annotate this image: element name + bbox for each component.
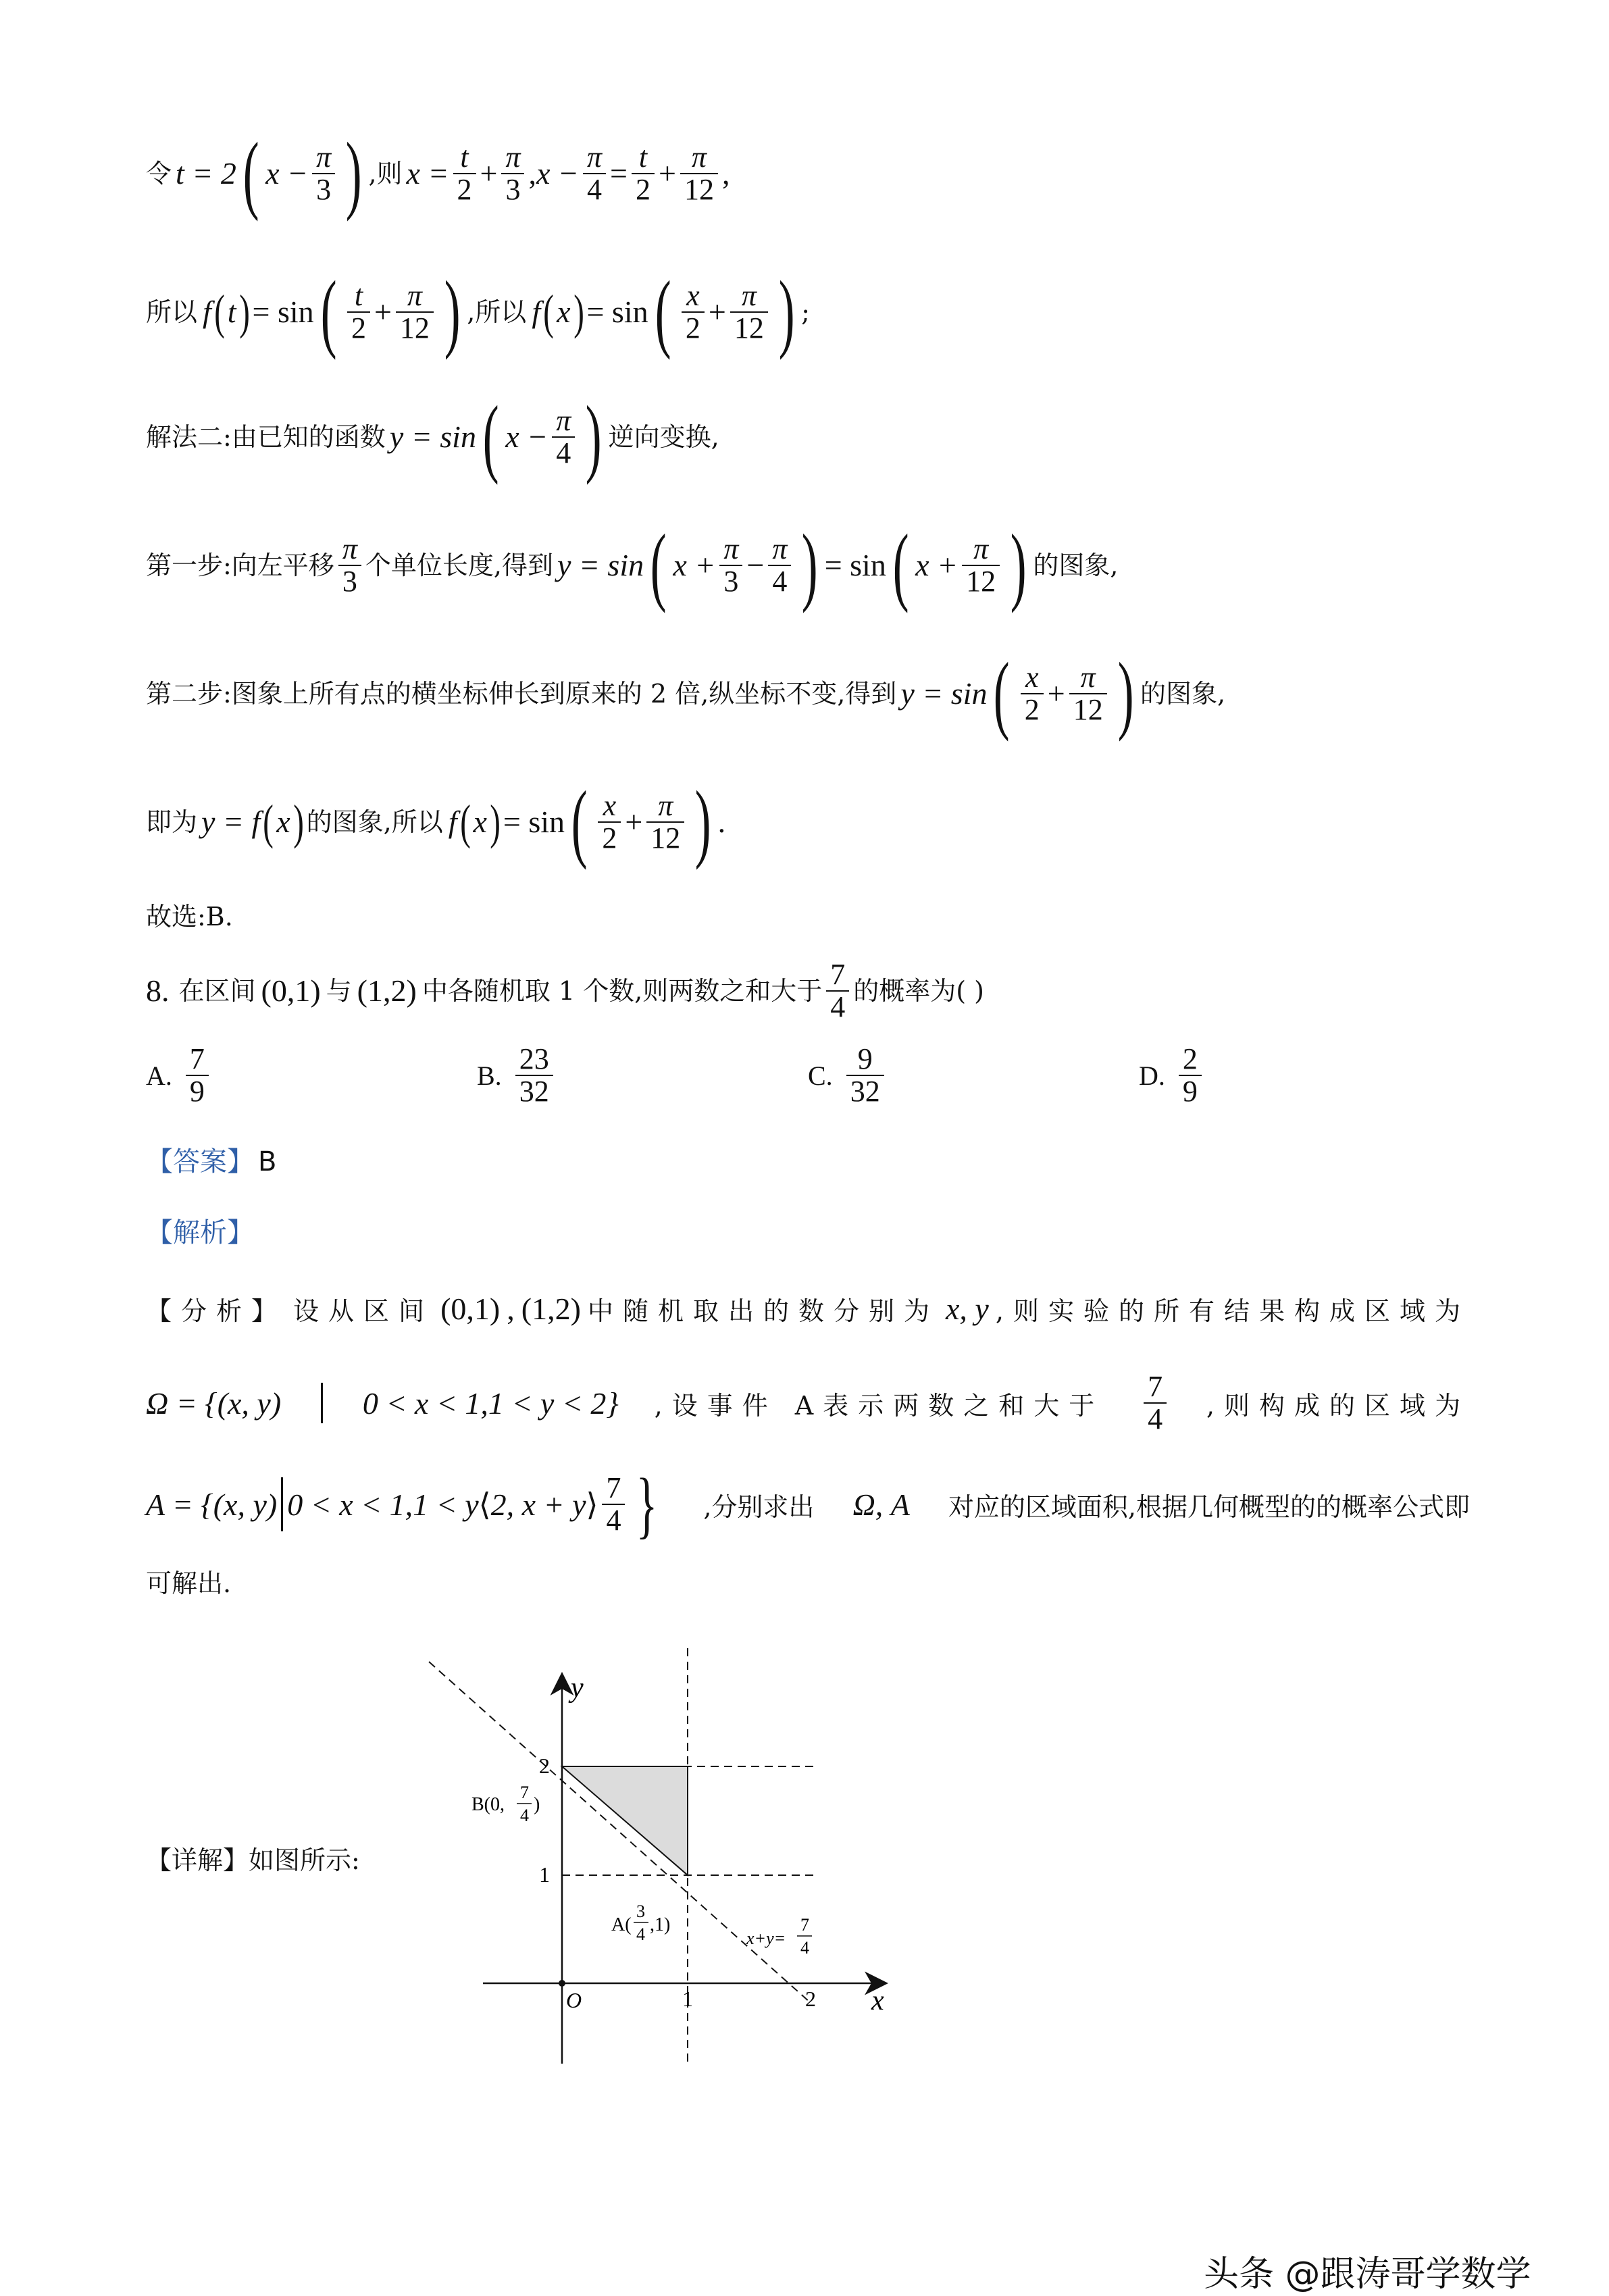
tick-y1: 1: [539, 1862, 550, 1887]
paren: (: [213, 285, 225, 339]
line4-y-eq-sin: y = sin: [557, 548, 644, 582]
choice-b-label: B.: [477, 1060, 502, 1091]
point-b-close: ): [534, 1794, 540, 1815]
line2-eq-sin: = sin: [252, 295, 314, 329]
line1-prefix: 令: [146, 159, 172, 188]
line2-so2: ,所以: [467, 297, 527, 327]
line6-f: f: [448, 805, 457, 839]
line-eq-num: 7: [800, 1915, 809, 1935]
analysis-l4: 可解出.: [146, 1568, 232, 1598]
analysis-line-1: [146, 1290, 1470, 1327]
analysis-int1: (0,1): [440, 1292, 501, 1326]
frac-pi-12: $\frac{\pi}{12}$: [396, 280, 434, 344]
step-two-line: [146, 645, 1226, 742]
line1-then: ,则: [368, 159, 403, 188]
analysis-l3b: ,分别求出: [703, 1491, 815, 1522]
choice-c-label: C.: [808, 1060, 833, 1091]
q8-interval1: (0,1): [261, 973, 321, 1009]
plus-sign: +: [708, 295, 726, 329]
equals-sign: =: [610, 156, 628, 190]
analysis-line-4: [146, 1568, 232, 1598]
analysis-line-3: [146, 1463, 1470, 1546]
analysis-a-set: [146, 1463, 665, 1546]
line4-eq-sin: = sin: [824, 548, 886, 582]
choice-a-label: A.: [146, 1060, 172, 1091]
analysis-l1a: 设从区间: [293, 1296, 434, 1326]
frac-pi-4: $\frac{\pi}{4}$: [768, 534, 791, 597]
line6-x-b: x: [473, 805, 487, 839]
analysis-omega-cond: 0 < x < 1,1 < y < 2}: [362, 1385, 619, 1421]
paren: ): [573, 285, 584, 339]
frac-pi-12: $\frac{\pi}{12}$: [962, 534, 1000, 597]
paren: (: [320, 263, 337, 361]
frac-x-2: $\frac{x}{2}$: [1021, 662, 1044, 725]
q8-text4: 的概率为( ): [853, 976, 984, 1006]
line3-x-minus: x −: [505, 419, 548, 454]
region-diagram: [405, 1648, 919, 2067]
choice-d-frac: $\frac{2}{9}$: [1179, 1044, 1202, 1107]
frac-pi-3: $\frac{\pi}{3}$: [312, 142, 335, 205]
dashed-line-x-plus-y: [429, 1662, 811, 2003]
plus-sign: +: [625, 805, 643, 839]
line4-after-frac: 个单位长度,得到: [365, 551, 553, 580]
analysis-a-cond2: 2, x + y: [490, 1487, 586, 1522]
line5-end: 的图象,: [1140, 679, 1226, 709]
paren: (: [263, 795, 274, 849]
paren: ): [802, 517, 818, 614]
line3-y-eq-sin: y = sin: [389, 419, 476, 454]
analysis-int2: (1,2): [521, 1292, 581, 1326]
vertical-bar: [281, 1477, 283, 1531]
frac-pi-12: $\frac{\pi}{12}$: [646, 790, 684, 854]
frac-pi-3: $\frac{\pi}{3}$: [338, 534, 361, 597]
line7-text: 故选:B.: [146, 902, 233, 932]
line4-x-plus: x +: [673, 548, 716, 582]
choice-b-frac: $\frac{23}{32}$: [515, 1044, 553, 1107]
q8-interval2: (1,2): [357, 973, 417, 1009]
paren: ): [292, 795, 304, 849]
frac-pi-12: $\frac{\pi}{12}$: [1069, 662, 1107, 725]
line6-mid: 的图象,所以: [306, 807, 443, 837]
paren: (: [571, 773, 588, 871]
answer-line: [146, 1148, 276, 1175]
line3-text: 解法二:由已知的函数: [146, 422, 386, 452]
q8-frac: $\frac{7}{4}$: [826, 959, 849, 1023]
line-eq-den: 4: [800, 1938, 809, 1958]
line1-x-eq: x =: [406, 156, 449, 190]
frac-x-2: $\frac{x}{2}$: [598, 790, 621, 854]
analysis-a-def: A = {(x, y): [146, 1487, 278, 1522]
line6-y-eq-f: y = f: [201, 805, 261, 839]
paren: ): [238, 285, 250, 339]
line2-so: 所以: [146, 297, 198, 327]
frac-pi-12: $\frac{\pi}{12}$: [730, 280, 768, 344]
analysis-a-cond: 0 < x < 1,1 < y: [287, 1487, 479, 1522]
answer-tag: 【答案】: [146, 1146, 254, 1177]
analysis-line-2: [146, 1371, 1470, 1435]
choice-d[interactable]: [1139, 1044, 1206, 1107]
paren: ): [1117, 645, 1134, 742]
line4-end: 的图象,: [1033, 551, 1119, 580]
plus-sign-b: +: [658, 156, 676, 190]
jiexi-tag: 【解析】: [146, 1217, 254, 1248]
analysis-comma: ,: [507, 1292, 515, 1326]
line2-t: t: [227, 295, 236, 329]
paren: (: [650, 517, 667, 614]
langle: ⟨: [478, 1487, 491, 1523]
origin-dot: [559, 1980, 565, 1987]
choice-d-label: D.: [1139, 1060, 1165, 1091]
right-paren: ): [345, 125, 362, 222]
q8-number: 8.: [146, 973, 170, 1009]
y-axis-label: y: [571, 1673, 584, 1704]
analysis-l1b: 中随机取出的数分别为: [587, 1296, 939, 1326]
jiexi-line: [146, 1219, 254, 1246]
point-b-num: 7: [520, 1783, 529, 1802]
frac-t-2: $\frac{t}{2}$: [453, 142, 476, 205]
plus-sign: +: [480, 156, 498, 190]
paren: ): [444, 263, 461, 361]
line-eq-label: x+y=: [746, 1929, 786, 1948]
paren: (: [892, 517, 909, 614]
point-b-den: 4: [520, 1806, 529, 1825]
analysis-l2c: ,则构成的区域为: [1206, 1390, 1470, 1421]
frac-pi-4: $\frac{\pi}{4}$: [552, 405, 575, 469]
line2-end: ;: [801, 297, 810, 327]
q8-text2: 与: [326, 976, 352, 1006]
point-b-label: B(0,: [471, 1794, 505, 1815]
right-brace: }: [636, 1463, 658, 1546]
analysis-omega-def: Ω = {(x, y): [146, 1385, 282, 1421]
line5-text: 第二步:图象上所有点的横坐标伸长到原来的 2 倍,纵坐标不变,得到: [146, 679, 897, 709]
paren: (: [655, 263, 671, 361]
choice-b[interactable]: [477, 1044, 557, 1107]
choice-selected-line: [146, 902, 233, 932]
line2-x: x: [557, 295, 571, 329]
paren: (: [459, 795, 471, 849]
line2-eq-sin-b: = sin: [586, 295, 648, 329]
paren: ): [695, 773, 711, 871]
comma: ,: [528, 156, 537, 190]
frac-pi-12: $\frac{\pi}{12}$: [680, 142, 718, 205]
choice-c-frac: $\frac{9}{32}$: [846, 1044, 884, 1107]
x-axis-label: x: [871, 1985, 884, 2016]
analysis-tag: 【分析】: [146, 1296, 287, 1326]
line6-x: x: [276, 805, 290, 839]
choice-c[interactable]: [808, 1044, 888, 1107]
left-paren: (: [242, 125, 259, 222]
paren: (: [543, 285, 554, 339]
tick-y2: 2: [539, 1754, 550, 1778]
choice-a[interactable]: [146, 1044, 213, 1107]
conclusion-line: [146, 773, 726, 871]
line1-x-minus-b: x −: [536, 156, 579, 190]
detail-tag: 【详解】如图所示:: [146, 1845, 360, 1875]
tick-x1: 1: [682, 1987, 693, 2011]
frac-t-2: $\frac{t}{2}$: [347, 280, 370, 344]
rangle: ⟩: [586, 1487, 598, 1523]
analysis-l3c: 对应的区域面积,根据几何概型的的概率公式即: [948, 1491, 1470, 1522]
line3-after: 逆向变换,: [608, 422, 719, 452]
point-a-close: ,1): [650, 1914, 671, 1935]
frac-t-2b: $\frac{t}{2}$: [632, 142, 655, 205]
paren: (: [482, 388, 499, 486]
choice-a-frac: $\frac{7}{9}$: [186, 1044, 209, 1107]
frac-pi-4: $\frac{\pi}{4}$: [583, 142, 606, 205]
detail-line: [146, 1847, 360, 1873]
line1-t-def: t = 2: [176, 156, 236, 190]
line2-f: f: [203, 295, 211, 329]
origin-label: O: [566, 1988, 582, 2012]
line1-end: ,: [721, 156, 730, 190]
vertical-bar: [321, 1383, 323, 1423]
line6-eq-sin: = sin: [503, 805, 565, 839]
tick-x2: 2: [805, 1987, 816, 2011]
paren: ): [778, 263, 795, 361]
line4-text: 第一步:向左平移: [146, 551, 334, 580]
q8-text3: 中各随机取 1 个数,则两数之和大于: [422, 976, 823, 1006]
line4-x-plus-b: x +: [915, 548, 959, 582]
step-one-line: [146, 517, 1119, 614]
minus-sign: −: [746, 548, 765, 582]
derivation-line-2: [146, 263, 810, 361]
plus-sign: +: [374, 295, 392, 329]
analysis-omega-a: Ω, A: [852, 1487, 910, 1522]
point-a-den: 4: [636, 1924, 645, 1944]
analysis-frac-7-4b: $\frac{7}{4}$: [602, 1473, 625, 1536]
analysis-xy: x, y: [946, 1292, 989, 1326]
paren: ): [586, 388, 602, 486]
watermark: 头条 @跟涛哥学数学: [1204, 2254, 1531, 2295]
point-a-num: 3: [636, 1902, 645, 1921]
plus-sign: +: [1047, 676, 1065, 711]
method-two-line: [146, 388, 719, 486]
line6-text: 即为: [146, 807, 198, 837]
analysis-l2b: ,设事件 A表示两数之和大于: [654, 1390, 1104, 1421]
analysis-l1c: ,则实验的所有结果构成区域为: [995, 1296, 1470, 1326]
line6-end: .: [717, 805, 726, 839]
paren: ): [490, 795, 501, 849]
point-a-label: A(: [611, 1914, 632, 1935]
question-8: [146, 959, 984, 1023]
derivation-line-1: [146, 125, 730, 222]
answer-value: B: [258, 1146, 277, 1177]
shaded-region: [562, 1766, 688, 1875]
frac-pi-3: $\frac{\pi}{3}$: [719, 534, 742, 597]
line5-y-eq-sin: y = sin: [900, 676, 988, 711]
q8-text1: 在区间: [178, 976, 256, 1006]
line1-x-minus: x −: [265, 156, 309, 190]
frac-x-2: $\frac{x}{2}$: [682, 280, 705, 344]
paren: ): [1010, 517, 1027, 614]
frac-pi-3b: $\frac{\pi}{3}$: [501, 142, 524, 205]
line2-f-b: f: [532, 295, 541, 329]
paren: (: [994, 645, 1011, 742]
analysis-frac-7-4: $\frac{7}{4}$: [1144, 1371, 1167, 1435]
